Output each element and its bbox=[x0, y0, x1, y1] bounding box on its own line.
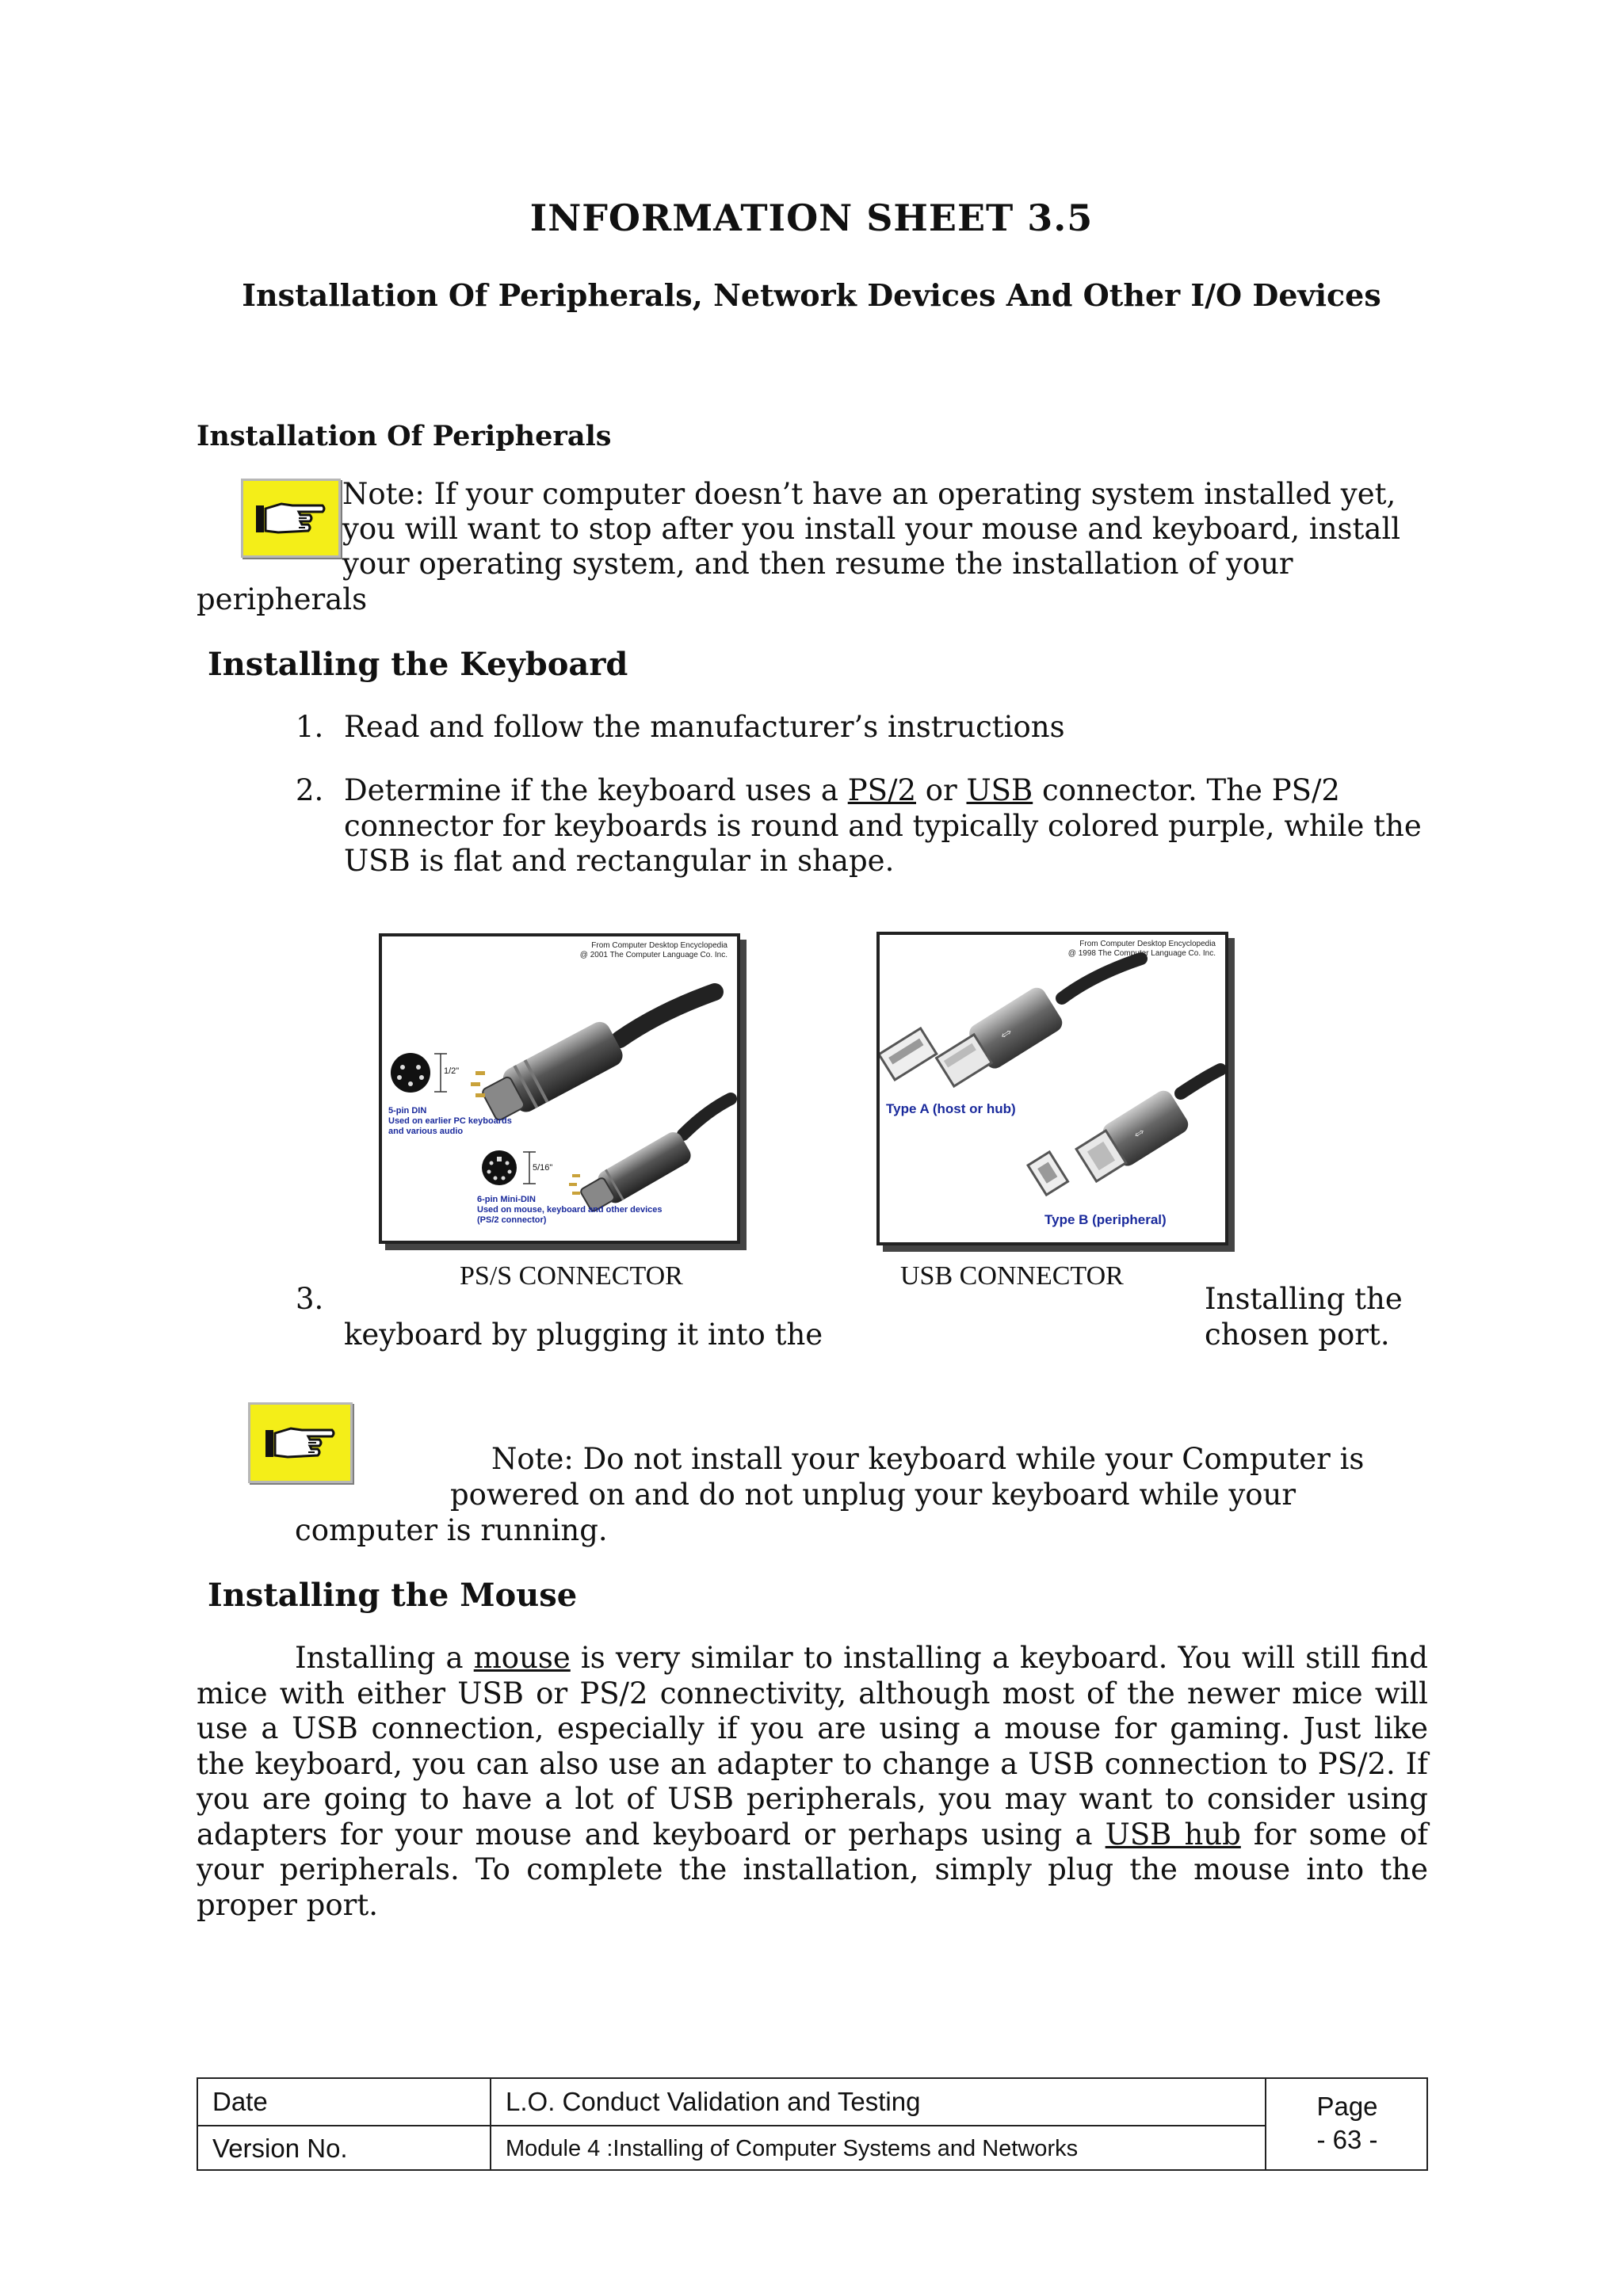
mouse-link[interactable]: mouse bbox=[473, 1641, 571, 1675]
usb-link[interactable]: USB bbox=[966, 773, 1033, 807]
footer-module: Module 4 :Installing of Computer Systems and Networks bbox=[506, 2135, 1079, 2161]
step-2-text bbox=[344, 773, 1340, 809]
note-line: Note: Do not install your keyboard while your Computer is bbox=[491, 1442, 1365, 1476]
step-1-text: Read and follow the manufacturer’s instructions bbox=[344, 710, 1065, 744]
section-heading: Installation Of Peripherals bbox=[197, 420, 612, 452]
note-line: your operating system, and then resume the installation of your bbox=[342, 547, 1293, 581]
footer-version-label: Version No. bbox=[212, 2134, 348, 2163]
list-number: 3. bbox=[296, 1282, 324, 1316]
step-2-part: connector. The PS/2 bbox=[1033, 773, 1340, 807]
step-3-text: Installing the bbox=[1205, 1282, 1403, 1316]
credit-line: @ 1998 The Computer Language Co. Inc. bbox=[1067, 949, 1216, 958]
paragraph-part: Installing a bbox=[295, 1641, 474, 1675]
mouse-paragraph bbox=[197, 1641, 1428, 1923]
footer-lo: L.O. Conduct Validation and Testing bbox=[506, 2087, 921, 2116]
list-number: 2. bbox=[296, 773, 324, 807]
usb-type-a-label: Type A (host or hub) bbox=[886, 1101, 1016, 1116]
pointing-hand-icon bbox=[241, 479, 341, 558]
page-label: Page bbox=[1316, 2092, 1378, 2121]
usb-hub-link[interactable]: USB hub bbox=[1105, 1817, 1241, 1852]
step-2-part: or bbox=[915, 773, 967, 807]
step-3-text: chosen port. bbox=[1205, 1318, 1390, 1352]
note-line: powered on and do not unplug your keyboard while your bbox=[450, 1478, 1296, 1512]
note-line: peripherals bbox=[197, 582, 368, 616]
step-2-part: Determine if the keyboard uses a bbox=[344, 773, 848, 807]
svg-text:⇔: ⇔ bbox=[1127, 1120, 1151, 1145]
din-label bbox=[388, 1106, 512, 1137]
step-3-text: keyboard by plugging it into the bbox=[344, 1318, 823, 1352]
page-number: - 63 - bbox=[1316, 2125, 1378, 2154]
label-line: Used on earlier PC keyboards bbox=[388, 1116, 512, 1126]
pointing-hand-icon bbox=[248, 1402, 353, 1483]
label-line: and various audio bbox=[388, 1127, 464, 1136]
mouse-heading: Installing the Mouse bbox=[208, 1577, 578, 1614]
dimension-label: 5/16" bbox=[533, 1163, 553, 1173]
usb-caption: USB CONNECTOR bbox=[900, 1261, 1124, 1291]
svg-text:⇔: ⇔ bbox=[992, 1019, 1018, 1046]
dimension-label: 1/2" bbox=[444, 1066, 460, 1076]
note-line: computer is running. bbox=[295, 1513, 608, 1547]
ps2-connector-figure bbox=[379, 933, 740, 1244]
usb-connector-illustration bbox=[880, 935, 1225, 1242]
ps2-caption: PS/S CONNECTOR bbox=[460, 1261, 683, 1291]
step-2-line: connector for keyboards is round and typically colored purple, while the bbox=[344, 809, 1422, 843]
page-title: INFORMATION SHEET 3.5 bbox=[529, 196, 1094, 239]
note-line: you will want to stop after you install your mouse and keyboard, install bbox=[342, 512, 1401, 546]
label-line: 5-pin DIN bbox=[388, 1106, 427, 1116]
paragraph-part: for some of your peripherals. To complete the installation, simply plug the mouse into the proper port. bbox=[197, 1817, 1429, 1922]
usb-type-b-label: Type B (peripheral) bbox=[1044, 1212, 1167, 1227]
footer-page bbox=[1266, 2090, 1428, 2157]
label-line: Used on mouse, keyboard and other devices bbox=[477, 1205, 663, 1215]
usb-connector-figure bbox=[876, 932, 1228, 1245]
label-line: (PS/2 connector) bbox=[477, 1215, 547, 1225]
list-number: 1. bbox=[296, 710, 324, 744]
page-subtitle: Installation Of Peripherals, Network Devices And Other I/O Devices bbox=[242, 277, 1381, 313]
credit-line: From Computer Desktop Encyclopedia bbox=[1079, 940, 1216, 948]
label-line: 6-pin Mini-DIN bbox=[477, 1195, 536, 1204]
credit-line: @ 2001 The Computer Language Co. Inc. bbox=[579, 951, 727, 959]
footer-table bbox=[197, 2077, 1428, 2171]
mini-din-label bbox=[477, 1195, 663, 1226]
note-line: Note: If your computer doesn’t have an operating system installed yet, bbox=[342, 477, 1396, 511]
keyboard-heading: Installing the Keyboard bbox=[208, 646, 628, 683]
paragraph-part: is very similar to installing a keyboard. You will still find mice with either USB or PS/2 connectivity, although most of the newer mice will use a USB connection, especially if you are using a mouse for gaming. Just like the keyboard, you can also use an adapter to change a USB connection to PS/2. If you are going to have a lot of USB peripherals, you may want to consider using adapters for your mouse and keyboard or perhaps using a bbox=[197, 1641, 1428, 1852]
step-2-line: USB is flat and rectangular in shape. bbox=[344, 844, 895, 878]
footer-date-label: Date bbox=[212, 2087, 268, 2116]
ps2-link[interactable]: PS/2 bbox=[847, 773, 916, 807]
credit-line: From Computer Desktop Encyclopedia bbox=[591, 941, 727, 950]
